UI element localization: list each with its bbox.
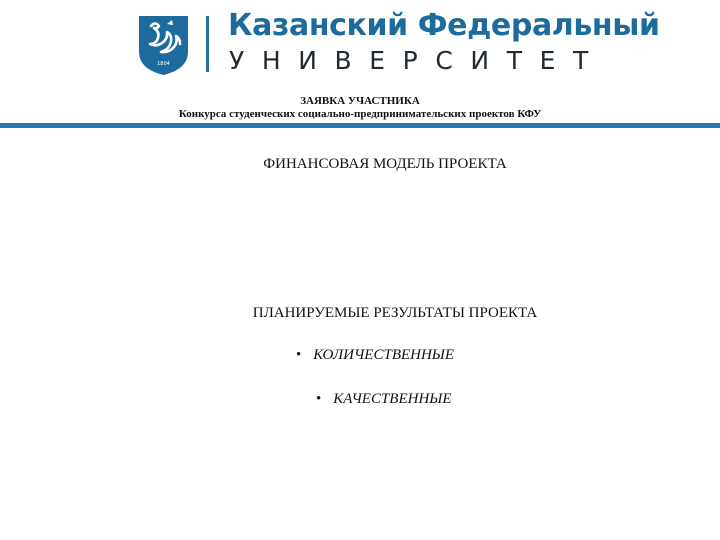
list-item (316, 391, 452, 408)
application-title: ЗАЯВКА УЧАСТНИКА (300, 95, 420, 107)
emblem-year: 1804 (157, 61, 170, 67)
university-subtitle: УНИВЕРСИТЕТ (229, 46, 606, 75)
bullet-marker: • (296, 347, 302, 363)
list-item (296, 347, 454, 364)
kfu-emblem-icon (137, 14, 190, 76)
university-name: Казанский Федеральный (228, 8, 660, 43)
bullet-text: КАЧЕСТВЕННЫЕ (333, 391, 452, 407)
planned-results-heading: ПЛАНИРУЕМЫЕ РЕЗУЛЬТАТЫ ПРОЕКТА (252, 305, 538, 321)
bullet-marker: • (316, 391, 322, 407)
logo-divider (206, 16, 209, 72)
financial-model-heading: ФИНАНСОВАЯ МОДЕЛЬ ПРОЕКТА (263, 156, 507, 172)
contest-title: Конкурса студенческих социально-предпринимательских проектов КФУ (178, 108, 542, 120)
bullet-text: КОЛИЧЕСТВЕННЫЕ (313, 347, 455, 363)
header-accent-bar (0, 123, 720, 128)
